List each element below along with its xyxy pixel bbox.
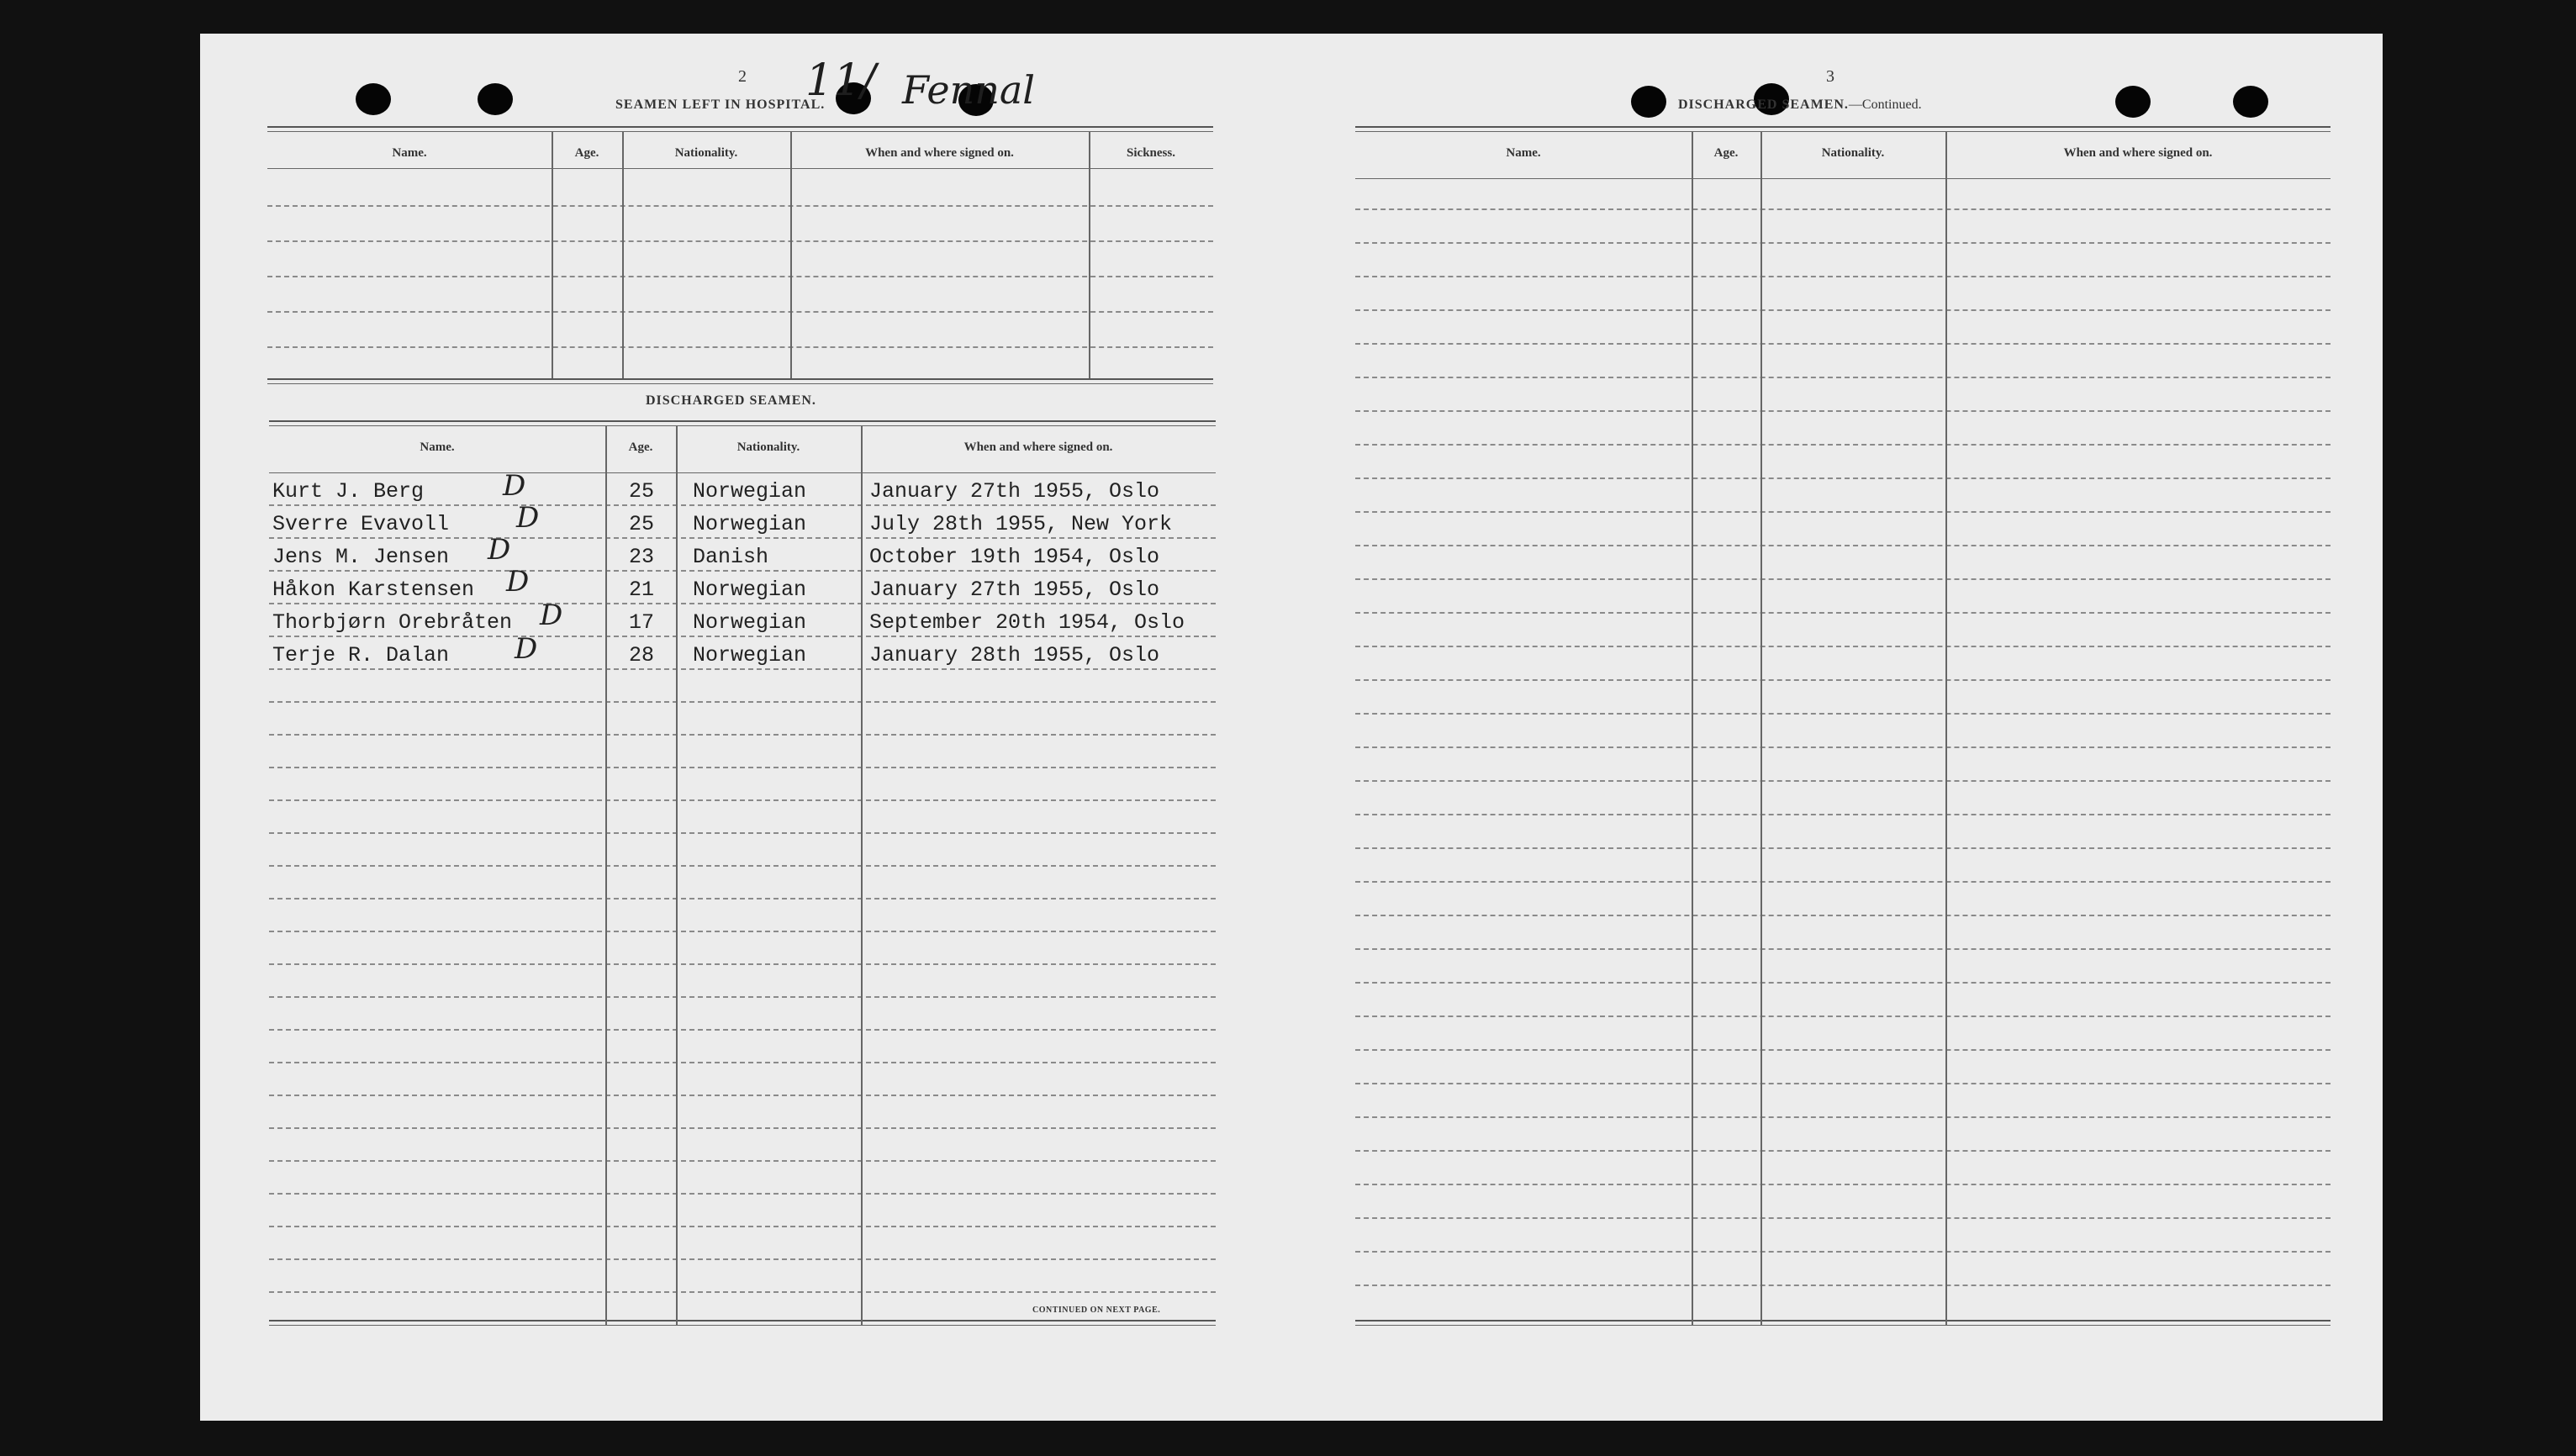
handwritten-discharge-mark: D bbox=[503, 469, 526, 503]
ruled-line bbox=[1355, 915, 2331, 916]
column-header-age: Age. bbox=[1713, 146, 1739, 160]
divider bbox=[267, 378, 1213, 380]
ruled-line bbox=[1355, 1184, 2331, 1185]
seaman-age: 25 bbox=[629, 512, 655, 536]
divider bbox=[267, 168, 1213, 169]
section-title: DISCHARGED SEAMEN. bbox=[646, 393, 816, 408]
ruled-line bbox=[1355, 1049, 2331, 1051]
seaman-age: 23 bbox=[629, 545, 655, 569]
divider bbox=[269, 420, 1216, 422]
column-header-sickness: Sickness. bbox=[1127, 146, 1175, 160]
ruled-line bbox=[269, 537, 1216, 539]
column-header-signed-on: When and where signed on. bbox=[865, 146, 1014, 160]
ruled-line bbox=[269, 1127, 1216, 1129]
ruled-line bbox=[1355, 1251, 2331, 1253]
seaman-signed-on: October 19th 1954, Oslo bbox=[869, 545, 1160, 569]
ruled-line bbox=[269, 1062, 1216, 1063]
seaman-name: Kurt J. Berg bbox=[272, 479, 425, 504]
divider bbox=[267, 131, 1213, 132]
column-header-name: Name. bbox=[1506, 146, 1541, 160]
ruled-line bbox=[269, 1258, 1216, 1260]
page-number: 3 bbox=[1826, 67, 1834, 86]
column-header-nationality: Nationality. bbox=[1821, 146, 1885, 160]
seaman-age: 25 bbox=[629, 479, 655, 504]
ruled-line bbox=[1355, 1083, 2331, 1084]
seaman-signed-on: January 27th 1955, Oslo bbox=[869, 578, 1160, 602]
ruled-line bbox=[1355, 545, 2331, 546]
handwritten-discharge-mark: D bbox=[506, 565, 530, 599]
divider bbox=[269, 425, 1216, 426]
seaman-age: 28 bbox=[629, 643, 655, 667]
ruled-line bbox=[269, 668, 1216, 670]
ruled-line bbox=[269, 504, 1216, 506]
column-rule bbox=[790, 131, 792, 378]
ruled-line bbox=[269, 1291, 1216, 1293]
column-header-age: Age. bbox=[628, 440, 653, 454]
column-header-signed-on: When and where signed on. bbox=[963, 440, 1113, 454]
ruled-line bbox=[1355, 444, 2331, 446]
column-rule bbox=[622, 131, 624, 378]
column-header-nationality: Nationality. bbox=[736, 440, 800, 454]
divider bbox=[1355, 1320, 2331, 1321]
column-rule bbox=[605, 425, 607, 1325]
page-number: 2 bbox=[738, 67, 747, 86]
divider bbox=[269, 472, 1216, 473]
column-rule bbox=[1692, 131, 1693, 1325]
ruled-line bbox=[1355, 814, 2331, 815]
ruled-line bbox=[269, 1226, 1216, 1227]
ruled-line bbox=[269, 865, 1216, 867]
ruled-line bbox=[1355, 410, 2331, 412]
continued-note: CONTINUED ON NEXT PAGE. bbox=[1032, 1306, 1161, 1315]
ruled-line bbox=[267, 311, 1213, 313]
seaman-name: Sverre Evavoll bbox=[272, 512, 450, 536]
punch-hole bbox=[2233, 86, 2268, 118]
ruled-line bbox=[1355, 511, 2331, 513]
ruled-line bbox=[1355, 679, 2331, 681]
ruled-line bbox=[1355, 982, 2331, 984]
ruled-line bbox=[1355, 1285, 2331, 1286]
divider bbox=[269, 1320, 1216, 1321]
handwritten-discharge-mark: D bbox=[515, 632, 538, 666]
ruled-line bbox=[269, 767, 1216, 768]
divider bbox=[267, 126, 1213, 128]
ruled-line bbox=[269, 799, 1216, 801]
ruled-line bbox=[269, 603, 1216, 604]
seaman-signed-on: January 28th 1955, Oslo bbox=[869, 643, 1160, 667]
ruled-line bbox=[1355, 881, 2331, 883]
section-title-text: DISCHARGED SEAMEN. bbox=[1678, 98, 1849, 112]
handwritten-annotation: 11/ bbox=[805, 55, 876, 106]
ruled-line bbox=[269, 570, 1216, 572]
divider bbox=[267, 383, 1213, 384]
ruled-line bbox=[1355, 948, 2331, 950]
ruled-line bbox=[269, 734, 1216, 736]
ruled-line bbox=[269, 898, 1216, 899]
ruled-line bbox=[1355, 746, 2331, 748]
ruled-line bbox=[1355, 276, 2331, 277]
ruled-line bbox=[269, 996, 1216, 998]
ruled-line bbox=[1355, 646, 2331, 647]
punch-hole bbox=[478, 83, 513, 115]
column-header-name: Name. bbox=[420, 440, 455, 454]
ruled-line bbox=[1355, 578, 2331, 580]
seaman-name: Thorbjørn Orebråten bbox=[272, 610, 513, 635]
handwritten-discharge-mark: D bbox=[488, 533, 511, 567]
ruled-line bbox=[269, 701, 1216, 703]
column-header-signed-on: When and where signed on. bbox=[2063, 146, 2213, 160]
seaman-age: 17 bbox=[629, 610, 655, 635]
section-title bbox=[1678, 98, 1922, 113]
seaman-nationality: Norwegian bbox=[693, 578, 807, 602]
handwritten-discharge-mark: D bbox=[516, 501, 540, 535]
divider bbox=[1355, 1325, 2331, 1326]
divider bbox=[269, 1325, 1216, 1326]
seaman-nationality: Norwegian bbox=[693, 479, 807, 504]
column-header-age: Age. bbox=[574, 146, 599, 160]
seaman-signed-on: September 20th 1954, Oslo bbox=[869, 610, 1185, 635]
seaman-name: Terje R. Dalan bbox=[272, 643, 450, 667]
ruled-line bbox=[269, 832, 1216, 834]
ruled-line bbox=[1355, 1116, 2331, 1118]
seaman-nationality: Norwegian bbox=[693, 610, 807, 635]
section-title: SEAMEN LEFT IN HOSPITAL. bbox=[615, 98, 826, 112]
divider bbox=[1355, 131, 2331, 132]
handwritten-discharge-mark: D bbox=[540, 599, 563, 632]
column-rule bbox=[1760, 131, 1762, 1325]
ruled-line bbox=[1355, 1217, 2331, 1219]
ruled-line bbox=[269, 1193, 1216, 1195]
ruled-line bbox=[269, 1160, 1216, 1162]
ruled-line bbox=[267, 276, 1213, 277]
seaman-signed-on: January 27th 1955, Oslo bbox=[869, 479, 1160, 504]
punch-hole bbox=[356, 83, 391, 115]
ruled-line bbox=[1355, 713, 2331, 715]
ruled-line bbox=[267, 205, 1213, 207]
ruled-line bbox=[1355, 343, 2331, 345]
section-title-suffix: —Continued. bbox=[1848, 98, 1922, 112]
seaman-nationality: Norwegian bbox=[693, 643, 807, 667]
column-rule bbox=[676, 425, 678, 1325]
column-rule bbox=[1089, 131, 1090, 378]
document-sheet bbox=[200, 34, 2383, 1421]
ruled-line bbox=[1355, 208, 2331, 210]
divider bbox=[1355, 126, 2331, 128]
column-rule bbox=[1945, 131, 1947, 1325]
seaman-nationality: Danish bbox=[693, 545, 769, 569]
handwritten-signature: Fennal bbox=[902, 67, 1036, 113]
seaman-age: 21 bbox=[629, 578, 655, 602]
ruled-line bbox=[1355, 847, 2331, 849]
ruled-line bbox=[1355, 242, 2331, 244]
column-rule bbox=[861, 425, 863, 1325]
seaman-name: Håkon Karstensen bbox=[272, 578, 475, 602]
ruled-line bbox=[1355, 612, 2331, 614]
ruled-line bbox=[269, 636, 1216, 637]
ruled-line bbox=[267, 240, 1213, 242]
ruled-line bbox=[1355, 780, 2331, 782]
ruled-line bbox=[1355, 477, 2331, 479]
seaman-name: Jens M. Jensen bbox=[272, 545, 450, 569]
ruled-line bbox=[1355, 1150, 2331, 1152]
ruled-line bbox=[269, 1029, 1216, 1031]
punch-hole bbox=[1631, 86, 1666, 118]
ruled-line bbox=[1355, 1016, 2331, 1017]
ruled-line bbox=[267, 346, 1213, 348]
divider bbox=[1355, 178, 2331, 179]
seaman-signed-on: July 28th 1955, New York bbox=[869, 512, 1173, 536]
column-rule bbox=[552, 131, 553, 378]
ruled-line bbox=[1355, 309, 2331, 311]
column-header-nationality: Nationality. bbox=[674, 146, 738, 160]
ruled-line bbox=[269, 931, 1216, 932]
column-header-name: Name. bbox=[392, 146, 427, 160]
seaman-nationality: Norwegian bbox=[693, 512, 807, 536]
ruled-line bbox=[1355, 377, 2331, 378]
ruled-line bbox=[269, 963, 1216, 965]
punch-hole bbox=[2115, 86, 2151, 118]
ruled-line bbox=[269, 1095, 1216, 1096]
